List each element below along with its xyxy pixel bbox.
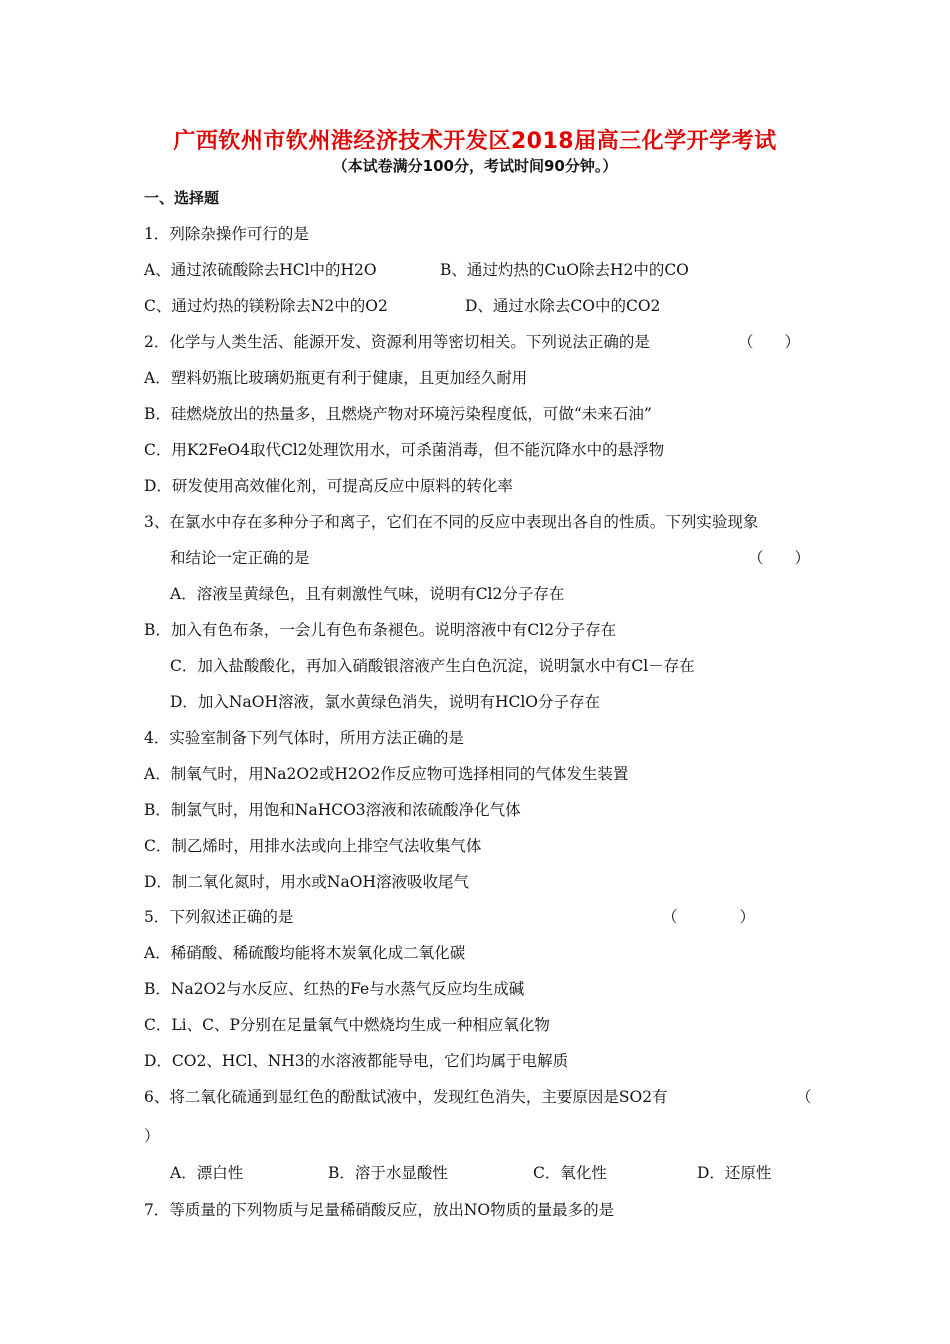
q2-option-b: B．硅燃烧放出的热量多，且燃烧产物对环境污染程度低，可做“未来石油” [144,405,652,423]
q3-option-d: D．加入NaOH溶液，氯水黄绿色消失，说明有HClO分子存在 [170,693,600,711]
section-heading: 一、选择题 [144,189,220,207]
q2-answer-blank: （ ） [738,333,801,351]
q2-option-a: A．塑料奶瓶比玻璃奶瓶更有利于健康，且更加经久耐用 [144,369,528,387]
q5-answer-blank: （ ） [662,908,756,926]
q5-option-d: D．CO2、HCl、NH3的水溶液都能导电，它们均属于电解质 [144,1052,569,1070]
q3-option-c: C．加入盐酸酸化，再加入硝酸银溶液产生白色沉淀，说明氯水中有Cl－存在 [170,657,695,675]
q5-option-c: C．Li、C、P分别在足量氧气中燃烧均生成一种相应氧化物 [144,1016,550,1034]
q1-stem: 1．列除杂操作可行的是 [144,225,309,243]
q2-option-d: D．研发使用高效催化剂，可提高反应中原料的转化率 [144,477,513,495]
q5-stem: 5．下列叙述正确的是 [144,908,294,926]
exam-subtitle: （本试卷满分100分，考试时间90分钟。） [332,157,618,175]
q4-option-a: A．制氧气时，用Na2O2或H2O2作反应物可选择相同的气体发生装置 [144,765,629,783]
exam-title: 广西钦州市钦州港经济技术开发区2018届高三化学开学考试 [173,129,777,154]
q6-paren-open: （ [796,1088,812,1106]
q3-option-b: B．加入有色布条，一会儿有色布条褪色。说明溶液中有Cl2分子存在 [144,621,617,639]
q1-option-b: B、通过灼热的CuO除去H2中的CO [440,261,689,279]
q7-stem: 7．等质量的下列物质与足量稀硝酸反应，放出NO物质的量最多的是 [144,1201,615,1219]
q1-option-c: C、通过灼热的镁粉除去N2中的O2 [144,297,388,315]
q1-option-a: A、通过浓硫酸除去HCl中的H2O [144,261,377,279]
q4-stem: 4．实验室制备下列气体时，所用方法正确的是 [144,729,464,747]
q4-option-d: D．制二氧化氮时，用水或NaOH溶液吸收尾气 [144,873,469,891]
q6-option-b: B．溶于水显酸性 [328,1164,448,1182]
q2-stem: 2．化学与人类生活、能源开发、资源利用等密切相关。下列说法正确的是 [144,333,650,351]
q3-stem: 3、在氯水中存在多种分子和离子，它们在不同的反应中表现出各自的性质。下列实验现象 [144,513,759,531]
q4-option-c: C．制乙烯时，用排水法或向上排空气法收集气体 [144,837,482,855]
q6-option-a: A．漂白性 [170,1164,244,1182]
q6-stem: 6、将二氧化硫通到显红色的酚酞试液中，发现红色消失，主要原因是SO2有 [144,1088,668,1106]
q5-option-a: A．稀硝酸、稀硫酸均能将木炭氧化成二氧化碳 [144,944,466,962]
q4-option-b: B．制氯气时，用饱和NaHCO3溶液和浓硫酸净化气体 [144,801,521,819]
q5-option-b: B．Na2O2与水反应、红热的Fe与水蒸气反应均生成碱 [144,980,525,998]
q6-option-c: C．氧化性 [533,1164,607,1182]
q1-option-d: D、通过水除去CO中的CO2 [465,297,661,315]
q3-answer-blank: （ ） [748,549,811,567]
q6-paren-close: ） [144,1127,160,1145]
q3-stem-cont: 和结论一定正确的是 [170,549,310,567]
q6-option-d: D．还原性 [697,1164,772,1182]
q3-option-a: A．溶液呈黄绿色，且有刺激性气味，说明有Cl2分子存在 [170,585,565,603]
q2-option-c: C．用K2FeO4取代Cl2处理饮用水，可杀菌消毒，但不能沉降水中的悬浮物 [144,441,665,459]
